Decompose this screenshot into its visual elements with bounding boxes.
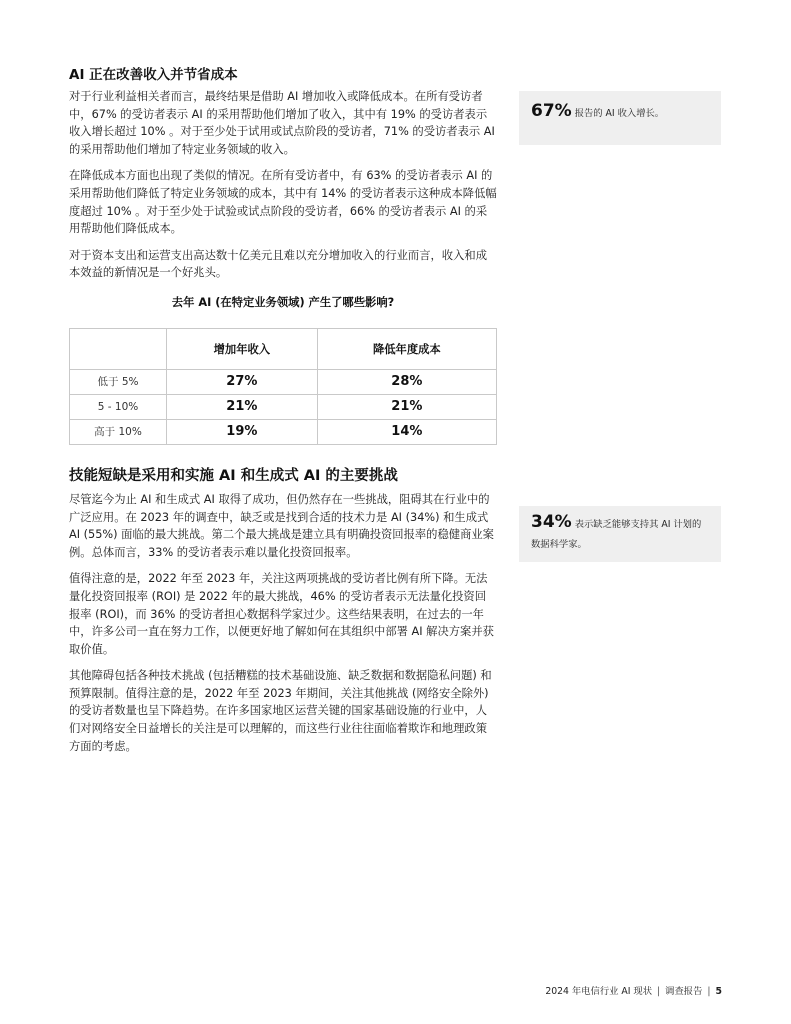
stat-callout-skills: [519, 506, 721, 562]
revenue-value: 21%: [167, 394, 318, 419]
table-caption: 去年 AI (在特定业务领域) 产生了哪些影响?: [171, 295, 395, 309]
table-corner-cell: [70, 328, 167, 369]
table-row: [70, 394, 497, 419]
row-label: 高于 10%: [70, 419, 167, 444]
callout-stat: 34%: [531, 512, 572, 532]
section-heading-revenue: AI 正在改善收入并节省成本: [69, 67, 238, 83]
column-header-cost: 降低年度成本: [317, 328, 496, 369]
footer-divider: |: [657, 986, 661, 997]
revenue-value: 19%: [167, 419, 318, 444]
column-header-revenue: 增加年收入: [167, 328, 318, 369]
footer-title: 2024 年电信行业 AI 现状: [545, 986, 653, 997]
cost-value: 21%: [317, 394, 496, 419]
page-footer: [545, 983, 722, 997]
paragraph: 尽管迄今为止 AI 和生成式 AI 取得了成功，但仍然存在一些挑战，阻碍其在行业中的广泛应用。在 2023 年的调查中，缺乏或是找到合适的技术力是 AI (34%) 和生成式 AI (55%) 面临的最大挑战。第二个最大挑战是建立具有明确投资回报率的稳健商业案例。总体而言，33% 的受访者表示难以量化投资回报率。: [69, 492, 494, 559]
paragraph: 值得注意的是，2022 年至 2023 年，关注这两项挑战的受访者比例有所下降。无法量化投资回报率 (ROI) 是 2022 年的最大挑战，46% 的受访者表示无法量化投资回报率 (ROI)，而 36% 的受访者担心数据科学家过少。这些结果表明，在过去的一年中，许多公司一直在努力工作，以便更好地了解如何在其组织中部署 AI 解决方案并获取价值。: [69, 572, 494, 656]
paragraph: 对于资本支出和运营支出高达数十亿美元且难以充分增加收入的行业而言，收入和成本效益的新情况是一个好兆头。: [69, 248, 487, 280]
row-label: 低于 5%: [70, 369, 167, 394]
main-column: [69, 66, 497, 764]
revenue-value: 27%: [167, 369, 318, 394]
callout-text: 表示缺乏能够支持其 AI 计划的数据科学家。: [531, 519, 702, 550]
callout-stat: 67%: [531, 101, 572, 121]
table-header-row: [70, 328, 497, 369]
section-heading-skills: 技能短缺是采用和实施 AI 和生成式 AI 的主要挑战: [69, 467, 398, 484]
cost-value: 28%: [317, 369, 496, 394]
page-number: 5: [715, 986, 722, 997]
stat-callout-revenue: [519, 91, 721, 145]
paragraph: 其他障碍包括各种技术挑战 (包括糟糕的技术基础设施、缺乏数据和数据隐私问题) 和预算限制。值得注意的是，2022 年至 2023 年期间，关注其他挑战 (网络安全除外) 的受访者数量也呈下降趋势。在许多国家地区运营关键的国家基础设施的行业中，人们对网络安全日益增长的关注是可以理解的，而这些行业往往面临着欺诈和地理政策方面的考虑。: [69, 669, 492, 753]
paragraph: 对于行业利益相关者而言，最终结果是借助 AI 增加收入或降低成本。在所有受访者中，67% 的受访者表示 AI 的采用帮助他们增加了收入，其中有 19% 的受访者表示收入增长超过 10% 。对于至少处于试用或试点阶段的受访者，71% 的受访者表示 AI 的采用帮助他们增加了特定业务领域的收入。: [69, 90, 495, 156]
table-row: [70, 369, 497, 394]
row-label: 5 - 10%: [70, 394, 167, 419]
cost-value: 14%: [317, 419, 496, 444]
impact-table: [69, 328, 497, 445]
table-row: [70, 419, 497, 444]
footer-subtitle: 调查报告: [665, 986, 703, 997]
callout-text: 报告的 AI 收入增长。: [574, 108, 665, 119]
footer-divider: |: [707, 986, 711, 997]
paragraph: 在降低成本方面也出现了类似的情况。在所有受访者中，有 63% 的受访者表示 AI 的采用帮助他们降低了特定业务领域的成本，其中有 14% 的受访者表示这种成本降低幅度超过 10% 。对于至少处于试验或试点阶段的受访者，66% 的受访者表示 AI 的采用帮助他们降低成本。: [69, 169, 497, 236]
